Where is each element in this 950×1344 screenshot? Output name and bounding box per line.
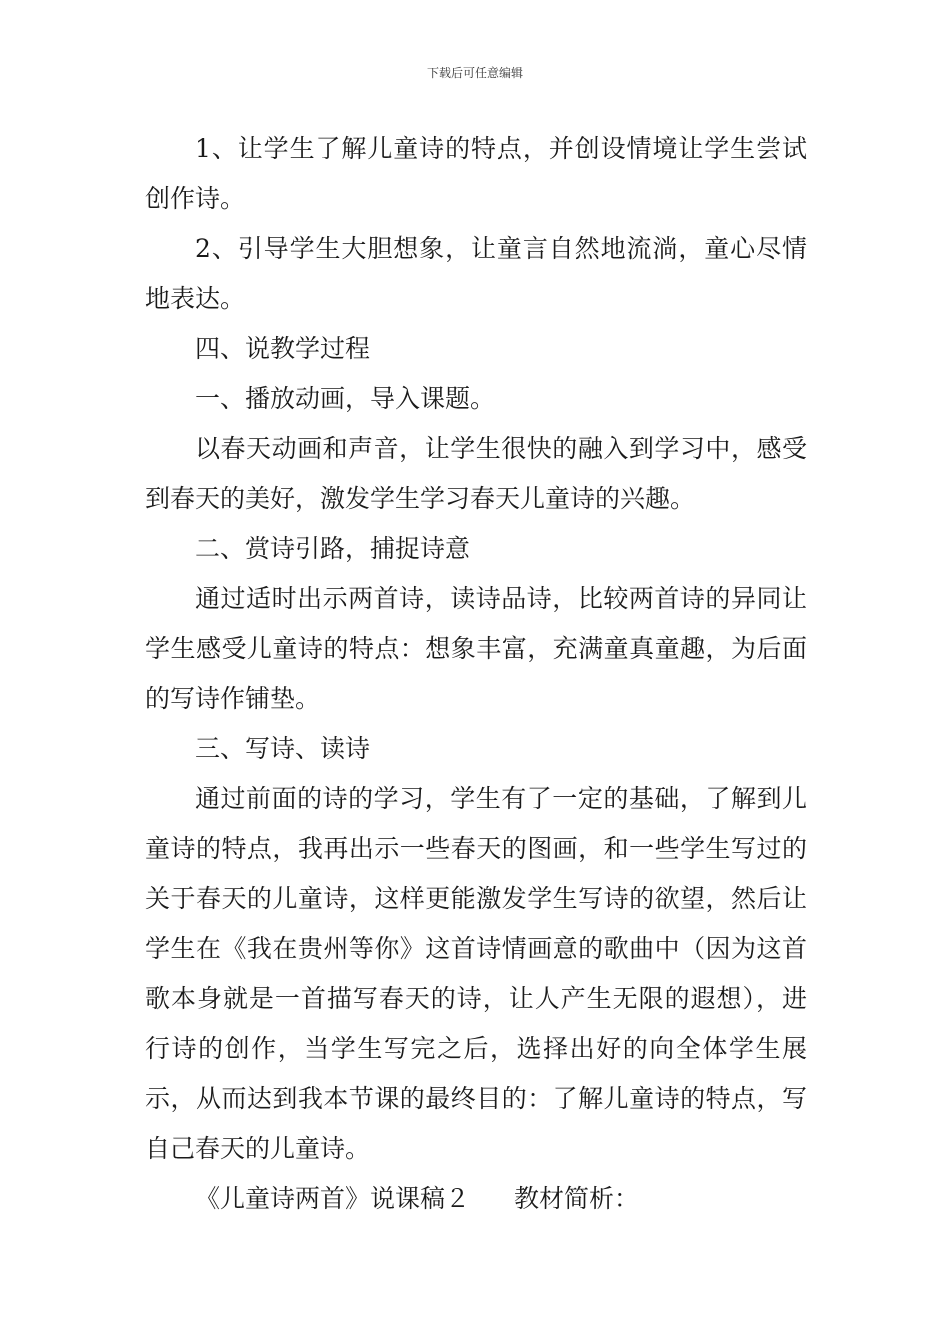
paragraph-step-3: 通过前面的诗的学习，学生有了一定的基础，了解到儿童诗的特点，我再出示一些春天的图画，和一些学生写过的关于春天的儿童诗，这样更能激发学生写诗的欲望，然后让学生在《我在贵州等你》这首诗情画意的歌曲中（因为这首歌本身就是一首描写春天的诗，让人产生无限的遐想），进行诗的创作，当学生写完之后，选择出好的向全体学生展示，从而达到我本节课的最终目的：了解儿童诗的特点，写自己春天的儿童诗。	[145, 784, 807, 1163]
step-heading-3: 三、写诗、读诗	[195, 734, 371, 763]
next-document-title: 《儿童诗两首》说课稿２	[195, 1184, 471, 1213]
section-heading-teaching-process: 四、说教学过程	[195, 334, 371, 363]
next-section-heading: 教材简析：	[514, 1184, 640, 1213]
paragraph-goal-1: 1、让学生了解儿童诗的特点，并创设情境让学生尝试创作诗。	[145, 134, 807, 213]
paragraph-step-2: 通过适时出示两首诗，读诗品诗，比较两首诗的异同让学生感受儿童诗的特点：想象丰富，充满童真童趣，为后面的写诗作铺垫。	[145, 584, 807, 713]
step-heading-2: 二、赏诗引路，捕捉诗意	[195, 534, 471, 563]
step-heading-1: 一、播放动画，导入课题。	[195, 384, 496, 413]
next-document-line	[145, 1174, 807, 1224]
paragraph-goal-2: 2、引导学生大胆想象，让童言自然地流淌，童心尽情地表达。	[145, 234, 807, 313]
page-header: 下载后可任意编辑	[426, 66, 523, 80]
paragraph-step-1: 以春天动画和声音，让学生很快的融入到学习中，感受到春天的美好，激发学生学习春天儿童诗的兴趣。	[145, 434, 807, 513]
document-body	[145, 124, 807, 1224]
